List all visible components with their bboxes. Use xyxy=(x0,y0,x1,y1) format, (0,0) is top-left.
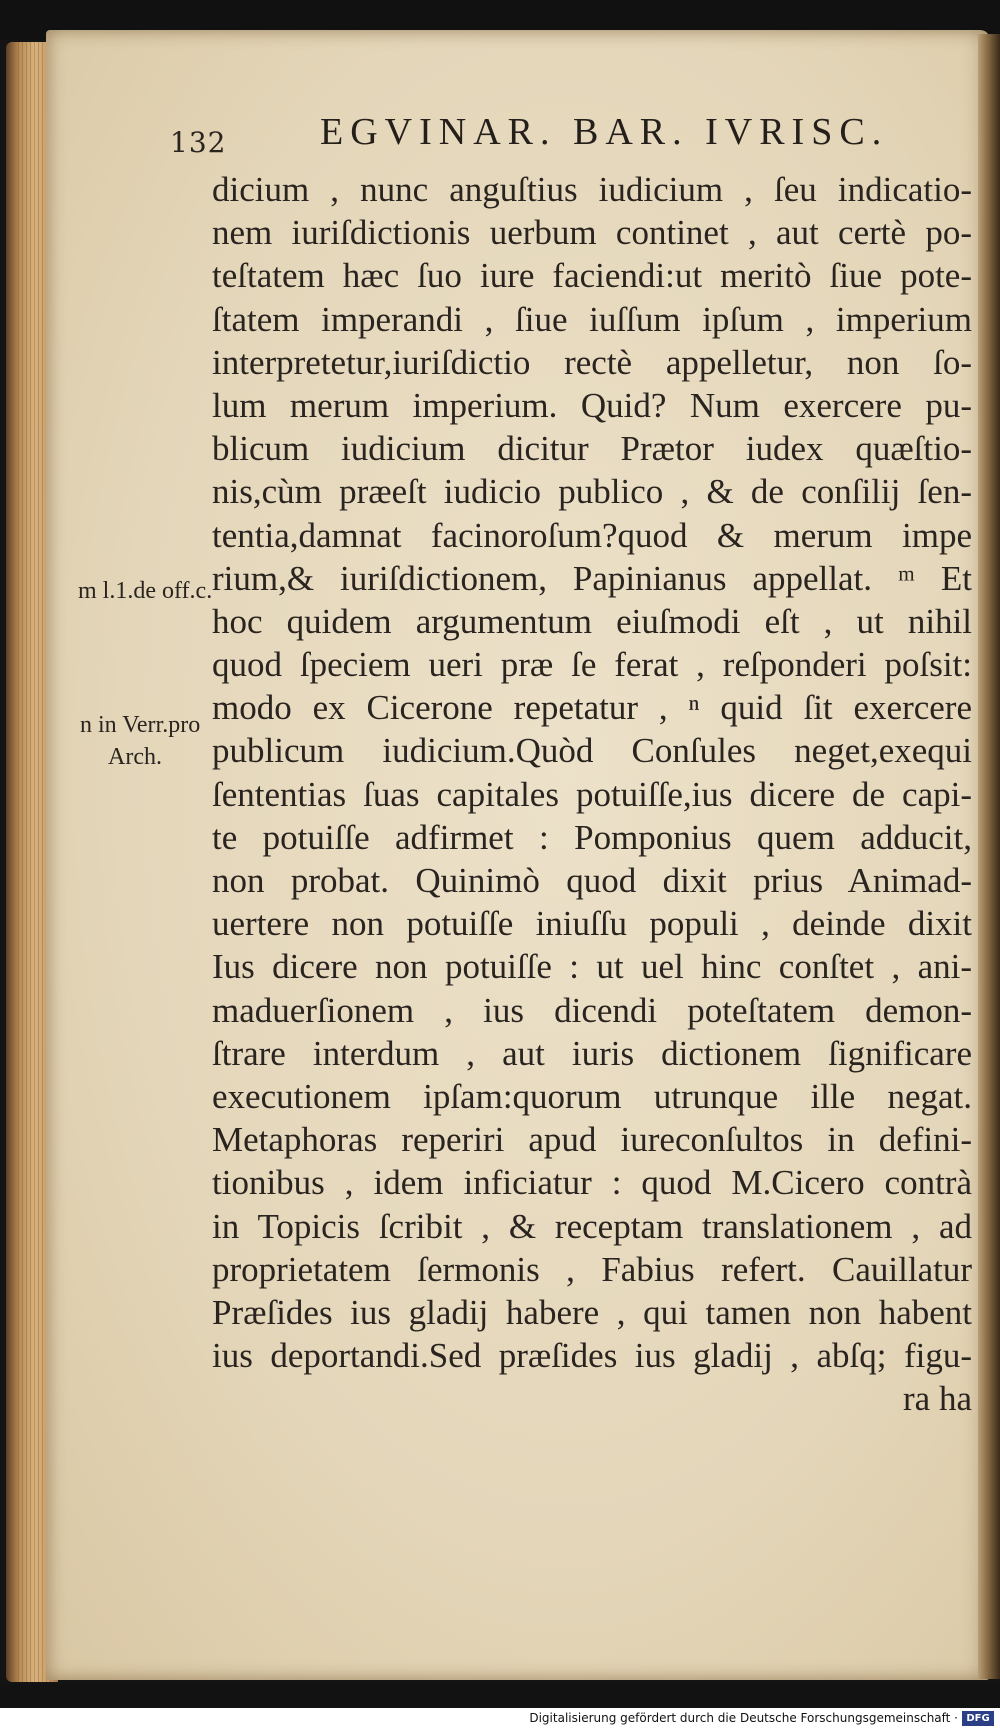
margin-note-n: n in Verr.pro xyxy=(80,712,201,738)
running-title: EGVINAR. BAR. IVRISC. xyxy=(320,111,889,153)
text-line: nem iuriſdictionis uerbum continet , aut certè po- xyxy=(212,213,972,253)
body-text xyxy=(212,168,972,1420)
text-line: executionem ipſam:quorum utrunque ille negat. xyxy=(212,1076,972,1116)
text-line: maduerſionem , ius dicendi poteſtatem demon- xyxy=(212,990,972,1030)
text-line: blicum iudicium dicitur Prætor iudex quæſtio- xyxy=(212,429,972,469)
text-line: te potuiſſe adfirmet : Pomponius quem adducit, xyxy=(212,817,972,857)
catchword: ra ha xyxy=(903,1379,972,1419)
text-line: in Topicis ſcribit , & receptam translationem , ad xyxy=(212,1206,972,1246)
text-line: rium,& iuriſdictionem, Papinianus appellat. ᵐ Et xyxy=(212,558,972,598)
text-line: ſtatem imperandi , ſiue iuſſum ipſum , imperium xyxy=(212,299,972,339)
text-line: interpretetur,iuriſdictio rectè appelletur, non ſo- xyxy=(212,342,972,382)
page-number: 132 xyxy=(170,126,227,159)
margin-note-m: m l.1.de off.c. xyxy=(78,578,213,604)
scan-background-bottom xyxy=(0,1684,1000,1708)
text-line: Metaphoras reperiri apud iureconſultos in defini- xyxy=(212,1120,972,1160)
text-line: ius deportandi.Sed præſides ius gladij , abſq; figu- xyxy=(212,1336,972,1376)
text-line: teſtatem hæc ſuo iure faciendi:ut meritò ſiue pote- xyxy=(212,256,972,296)
dfg-logo: DFG xyxy=(962,1711,994,1726)
page-stack-edge xyxy=(978,34,1000,1679)
text-line: Præſides ius gladij habere , qui tamen non habent xyxy=(212,1292,972,1332)
footer-credit: Digitalisierung gefördert durch die Deutsche Forschungsgemeinschaft · xyxy=(529,1711,958,1725)
text-line: tionibus , idem inficiatur : quod M.Cicero contrà xyxy=(212,1163,972,1203)
text-line: hoc quidem argumentum eiuſmodi eſt , ut nihil xyxy=(212,601,972,641)
text-line: ſtrare interdum , aut iuris dictionem ſignificare xyxy=(212,1033,972,1073)
text-line: tentia,damnat facinoroſum?quod & merum impe xyxy=(212,515,972,555)
digitization-footer xyxy=(0,1708,1000,1730)
text-line: Ius dicere non potuiſſe : ut uel hinc conſtet , ani- xyxy=(212,947,972,987)
text-line: uertere non potuiſſe iniuſſu populi , deinde dixit xyxy=(212,904,972,944)
text-line: publicum iudicium.Quòd Conſules neget,exequi xyxy=(212,731,972,771)
text-line: non probat. Quinimò quod dixit prius Animad- xyxy=(212,861,972,900)
text-line: ſententias ſuas capitales potuiſſe,ius dicere de capi- xyxy=(212,774,972,814)
text-line: proprietatem ſermonis , Fabius refert. Cauillatur xyxy=(212,1249,972,1289)
text-line: quod ſpeciem ueri præ ſe ferat , reſponderi poſsit: xyxy=(212,645,972,685)
margin-note-n-continued: Arch. xyxy=(108,744,162,770)
text-line: nis,cùm præeſt iudicio publico , & de conſilij ſen- xyxy=(212,472,972,512)
text-line: lum merum imperium. Quid? Num exercere pu- xyxy=(212,385,972,425)
text-line: modo ex Cicerone repetatur , ⁿ quid ſit exercere xyxy=(212,688,972,728)
text-line: dicium , nunc anguſtius iudicium , ſeu indicatio- xyxy=(212,170,972,209)
